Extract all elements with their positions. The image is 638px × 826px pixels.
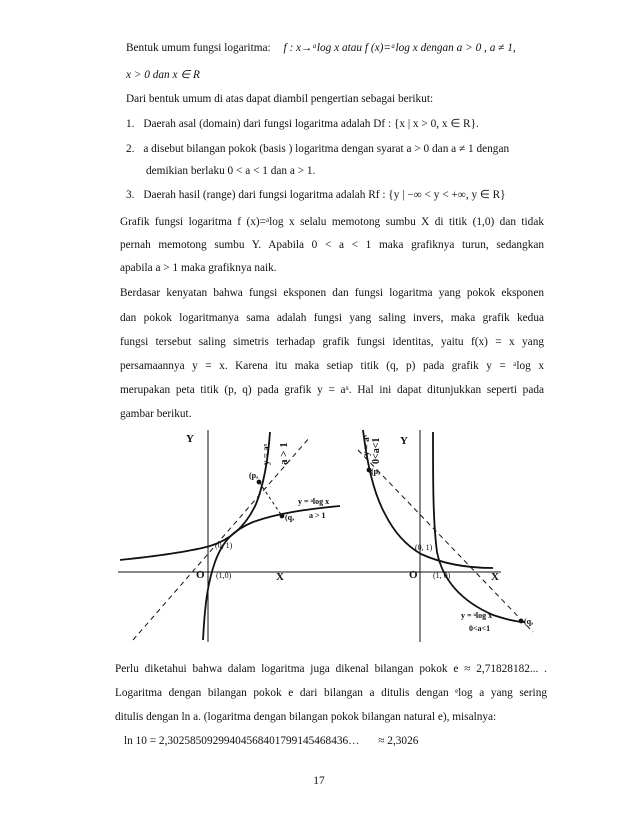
point-0-1-label: (0, 1) bbox=[215, 541, 233, 550]
list-number: 3. bbox=[126, 189, 135, 201]
y-axis-label: Y bbox=[400, 435, 408, 447]
log-curve-condition: a > 1 bbox=[309, 511, 326, 520]
exp-curve-condition: a > 1 bbox=[278, 442, 290, 465]
general-form-prefix: Bentuk umum fungsi logaritma: bbox=[126, 42, 271, 54]
log-curve-label: y = ᵃlog x bbox=[298, 497, 330, 506]
paragraph-line: pernah memotong sumbu Y. Apabila 0 < a < 1 maka grafiknya turun, sedangkan bbox=[120, 239, 544, 251]
paragraph-line: fungsi tersebut saling simetris terhadap grafik fungsi identitas, yaitu f(x) = x yang bbox=[120, 336, 544, 348]
paragraph-line: merupakan peta titik (p, q) pada grafik y = aˣ. Hal ini dapat ditunjukkan seperti pada bbox=[120, 384, 544, 396]
page-number: 17 bbox=[313, 775, 325, 787]
list-item bbox=[126, 117, 479, 131]
ln-example bbox=[124, 734, 418, 748]
reflection-line bbox=[259, 482, 282, 516]
exponential-curve bbox=[120, 432, 270, 560]
general-form-line bbox=[126, 41, 516, 55]
paragraph-line: dan pokok logaritmanya sama adalah fungsi yang saling invers, maka grafik kedua bbox=[120, 312, 544, 324]
ln-example-approx: ≈ 2,3026 bbox=[378, 735, 419, 747]
identity-line bbox=[358, 450, 533, 632]
point-q-label: (q, bbox=[524, 617, 534, 626]
point-q bbox=[280, 514, 285, 519]
derived-meaning-intro: Dari bentuk umum di atas dapat diambil pengertian sebagai berikut: bbox=[126, 93, 434, 105]
log-graph-a-between-0-1 bbox=[333, 422, 538, 647]
ln-example-value: ln 10 = 2,30258509299404568401799145468436… bbox=[124, 735, 360, 747]
list-text: Daerah hasil (range) dari fungsi logaritma adalah Rf : {y | −∞ < y < +∞, y ∈ R} bbox=[143, 189, 506, 201]
point-p-label: (p, bbox=[249, 471, 259, 480]
log-curve-label: y = ᵃlog x bbox=[461, 611, 493, 620]
point-0-1-label: (0, 1) bbox=[415, 543, 433, 552]
paragraph-line: persamaannya y = x. Karena itu maka setiap titik (q, p) pada grafik y = ᵃlog x bbox=[120, 360, 544, 372]
list-item bbox=[126, 188, 506, 202]
paragraph-line: ditulis dengan ln a. (logaritma dengan bilangan pokok bilangan natural e), misalnya: bbox=[115, 711, 497, 723]
origin-label: O bbox=[409, 569, 418, 581]
y-axis-label: Y bbox=[186, 433, 194, 445]
x-axis-label: X bbox=[276, 571, 284, 583]
origin-label: O bbox=[196, 569, 205, 581]
paragraph-line: gambar berikut. bbox=[120, 408, 192, 420]
domain-condition: x > 0 dan x ∈ R bbox=[126, 69, 200, 81]
exp-curve-condition: 0<a<1 bbox=[371, 437, 382, 464]
point-1-0-label: (1, 0) bbox=[433, 571, 451, 580]
log-graph-a-greater-1 bbox=[118, 422, 348, 647]
list-number: 1. bbox=[126, 118, 135, 130]
paragraph-line: Perlu diketahui bahwa dalam logaritma juga dikenal bilangan pokok e ≈ 2,71828182... . bbox=[115, 663, 547, 675]
list-text: Daerah asal (domain) dari fungsi logaritma adalah Df : {x | x > 0, x ∈ R}. bbox=[143, 118, 479, 130]
paragraph-line: Logaritma dengan bilangan pokok e dari bilangan a ditulis dengan ᵉlog a yang sering bbox=[115, 687, 547, 699]
list-number: 2. bbox=[126, 143, 135, 155]
point-p bbox=[257, 480, 262, 485]
logarithm-curve bbox=[433, 432, 525, 622]
exp-curve-label: y = aˣ bbox=[261, 443, 271, 465]
x-axis-label: X bbox=[491, 571, 499, 583]
identity-line bbox=[133, 437, 310, 640]
general-form-formula: f : x→ᵃlog x atau f (x)=ᵃlog x dengan a > 0 , a ≠ 1, bbox=[283, 42, 516, 54]
list-text: a disebut bilangan pokok (basis ) logaritma dengan syarat a > 0 dan a ≠ 1 dengan bbox=[143, 143, 510, 155]
list-text-continued: demikian berlaku 0 < a < 1 dan a > 1. bbox=[146, 165, 316, 177]
paragraph-line: Berdasar kenyatan bahwa fungsi eksponen dan fungsi logaritma yang pokok eksponen bbox=[120, 287, 544, 299]
log-curve-condition: 0<a<1 bbox=[469, 624, 491, 633]
paragraph-line: apabila a > 1 maka grafiknya naik. bbox=[120, 262, 277, 274]
point-p-label: (p, bbox=[371, 467, 381, 476]
paragraph-line: Grafik fungsi logaritma f (x)=ᵃlog x selalu memotong sumbu X di titik (1,0) dan tidak bbox=[120, 216, 544, 228]
point-q bbox=[519, 619, 524, 624]
point-1-0-label: (1,0) bbox=[216, 571, 232, 580]
point-q-label: (q, bbox=[285, 513, 295, 522]
exp-curve-label: y = aˣ bbox=[361, 434, 371, 456]
list-item bbox=[126, 142, 509, 156]
